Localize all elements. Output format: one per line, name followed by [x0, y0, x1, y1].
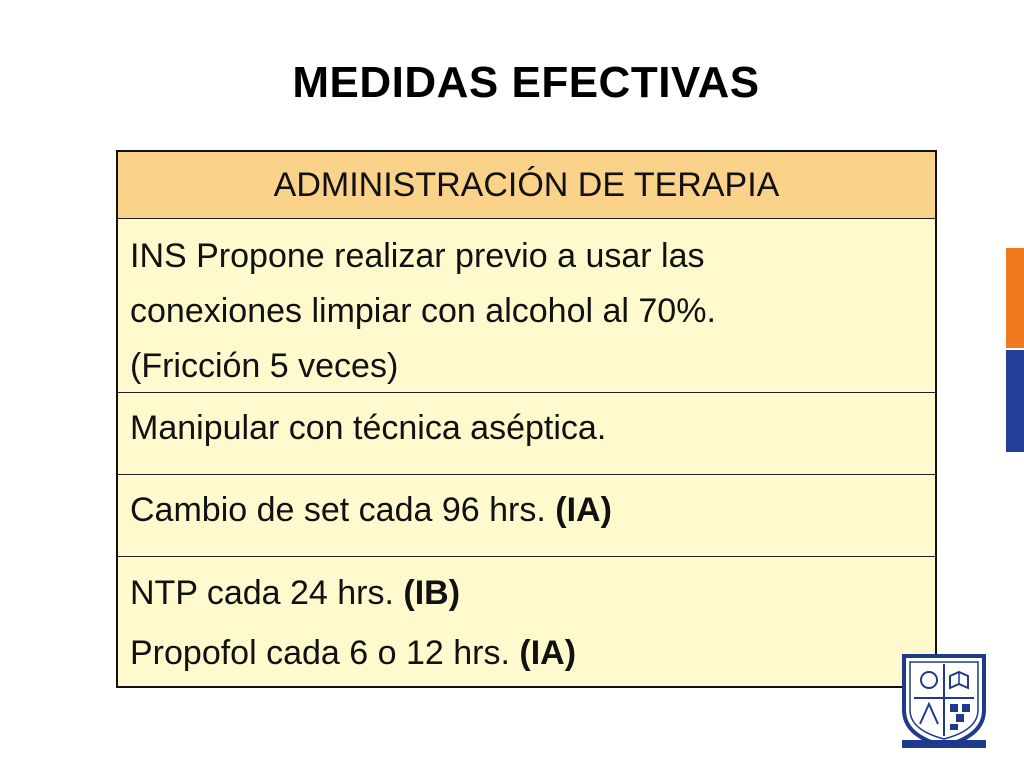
- row-text: Cambio de set cada 96 hrs.: [130, 491, 546, 529]
- row-text-line: conexiones limpiar con alcohol al 70%.: [130, 292, 716, 330]
- slide-title: MEDIDAS EFECTIVAS: [292, 58, 760, 107]
- evidence-level: (IB): [403, 574, 461, 612]
- row-text-line: [130, 563, 923, 623]
- row-text-line: INS Propone realizar previo a usar las: [130, 237, 705, 275]
- university-crest-icon: [896, 652, 992, 750]
- table-row: [118, 474, 935, 556]
- row-text: NTP cada 24 hrs.: [130, 574, 394, 612]
- accent-bar-blue: [1006, 350, 1024, 452]
- evidence-level: (IA): [519, 634, 577, 672]
- evidence-level: (IA): [555, 491, 612, 529]
- accent-bar-orange: [1006, 248, 1024, 348]
- row-text-line: [130, 623, 923, 683]
- table-header: ADMINISTRACIÓN DE TERAPIA: [118, 152, 935, 218]
- table-row: [118, 392, 935, 474]
- table-row: [118, 218, 935, 392]
- row-text: Propofol cada 6 o 12 hrs.: [130, 634, 510, 672]
- therapy-table: [116, 150, 937, 688]
- row-text: Manipular con técnica aséptica.: [130, 409, 607, 447]
- table-row: [118, 556, 935, 686]
- row-text-line: (Fricción 5 veces): [130, 347, 399, 385]
